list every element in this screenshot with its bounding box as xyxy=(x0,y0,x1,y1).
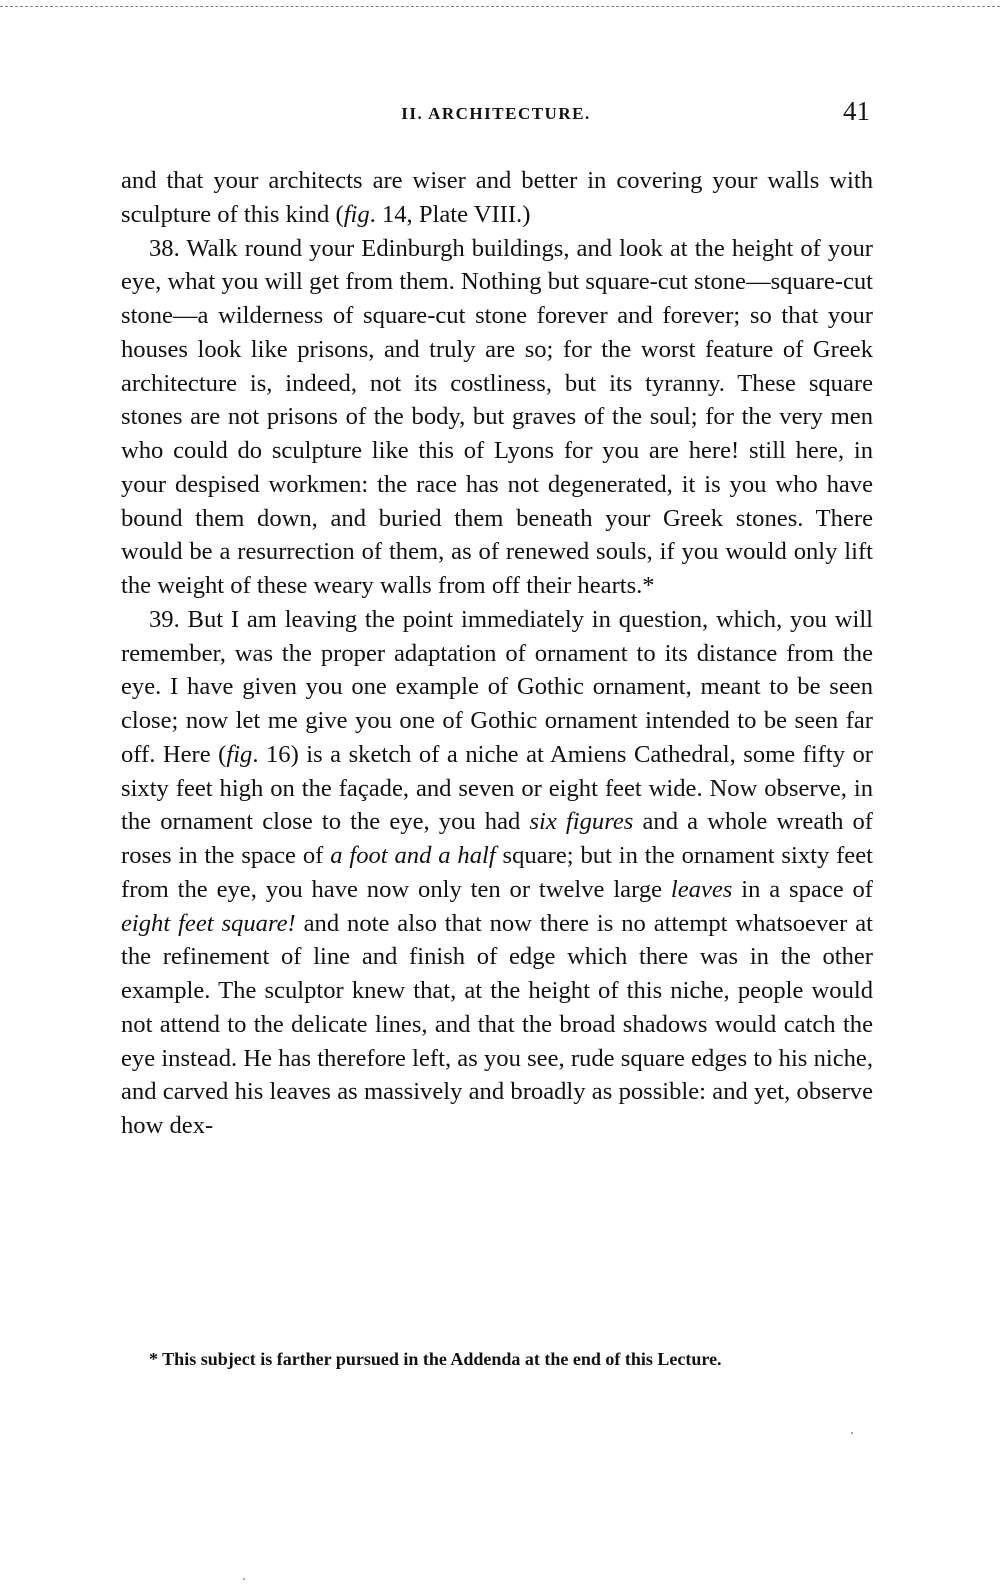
emphasis: six figures xyxy=(529,808,634,836)
paragraph-text: in a space of xyxy=(732,875,873,903)
paragraph-39 xyxy=(121,603,873,1143)
paragraph-38: 38. Walk round your Edinburgh buildings, and look at the height of your eye, what you will get from them. Nothing but square-cut stone—square-cut stone—a wilderness of square-cut stone forever and forever; so that your houses look like prisons, and truly are so; for the worst feature of Greek architecture is, indeed, not its costliness, but its tyranny. These square stones are not prisons of the body, but graves of the soul; for the very men who could do sculpture like this of Lyons for you are here! still here, in your despised workmen: the race has not degenerated, it is you who have bound them down, and buried them beneath your Greek stones. There would be a resurrection of them, as of renewed souls, if you would only lift the weight of these weary walls from off their hearts.* xyxy=(121,234,873,599)
figure-reference: fig xyxy=(343,200,370,228)
paragraph-text: . 14, Plate VIII.) xyxy=(369,200,531,228)
running-title: II. ARCHITECTURE. xyxy=(401,104,591,123)
paragraph-text: . 16) is a sketch of a niche at Amiens Cathedral, some fifty or sixty feet high on the façade, and seven or eight feet wide. Now observe, in the ornament close to the eye, you had xyxy=(121,740,873,836)
paragraph-text: and that your architects are wiser and better in covering your walls with sculpture of this kind ( xyxy=(121,167,873,228)
paragraph-continuation xyxy=(121,164,873,232)
paragraph-text: and a whole wreath of roses in the space of xyxy=(121,808,873,869)
emphasis: leaves xyxy=(670,875,733,903)
paragraph-text: and note also that now there is no attempt whatsoever at the refinement of line and finish of edge which there was in the other example. The sculptor knew that, at the height of this niche, people would not attend to the delicate lines, and that the broad shadows would catch the eye instead. He has therefore left, as you see, rude square edges to his niche, and carved his leaves as massively and broadly as possible: and yet, observe how dex- xyxy=(121,909,874,1139)
scan-speck xyxy=(851,1432,853,1434)
paragraph-text: 39. But I am leaving the point immediately in question, which, you will remember, was the proper adaptation of ornament to its distance from the eye. I have given you one example of Gothic ornament, meant to be seen close; now let me give you one of Gothic ornament intended to be seen far off. Here ( xyxy=(121,605,873,768)
figure-reference: fig xyxy=(226,740,253,768)
page-number: 41 xyxy=(843,96,870,126)
body-text xyxy=(121,164,873,1143)
emphasis: eight feet square! xyxy=(121,909,296,937)
scan-speck xyxy=(243,1578,245,1580)
emphasis: a foot and a half xyxy=(330,842,496,869)
running-head xyxy=(120,96,872,136)
scan-edge-line xyxy=(0,6,1000,7)
footnote: * This subject is farther pursued in the Addenda at the end of this Lecture. xyxy=(149,1349,722,1369)
paragraph-text: square; but in the ornament sixty feet from the eye, you have now only ten or twelve large xyxy=(121,842,873,903)
